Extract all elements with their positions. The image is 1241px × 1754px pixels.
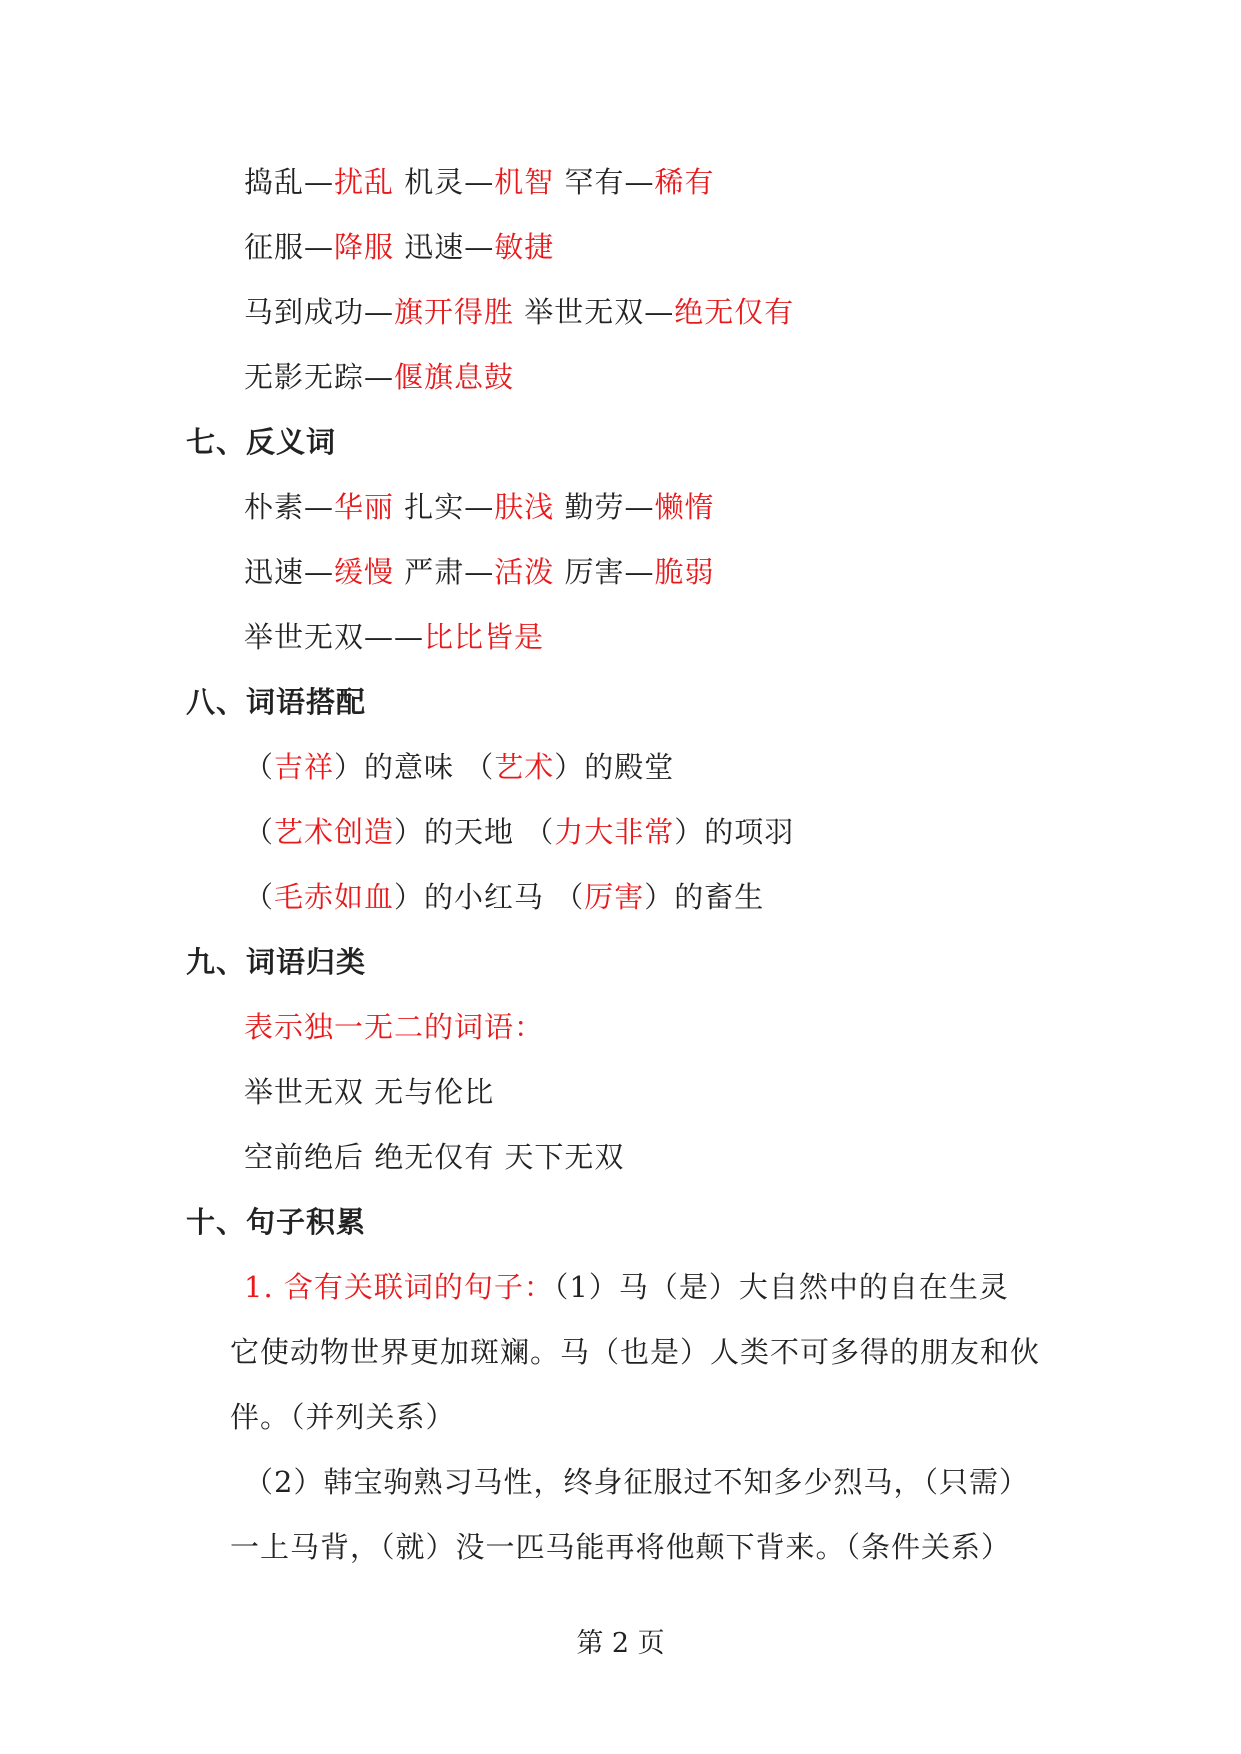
synonym-line-2: 征服—降服 迅速—敏捷 xyxy=(244,230,555,264)
collocation-heading: 八、词语搭配 xyxy=(186,685,367,719)
sentence-item-2: （2）韩宝驹熟习马性，终身征服过不知多少烈马，（只需） xyxy=(244,1465,1029,1499)
collocation-line-2: （艺术创造）的天地 （力大非常）的项羽 xyxy=(244,815,795,849)
synonym-line-3: 马到成功—旗开得胜 举世无双—绝无仅有 xyxy=(244,295,795,329)
page-number: 第 2 页 xyxy=(576,1628,665,1659)
sentence-item-1-line-3: 伴。（并列关系） xyxy=(230,1400,456,1434)
sentence-item-1: 1. 含有关联词的句子：（1）马（是）大自然中的自在生灵 xyxy=(244,1270,1009,1304)
antonym-line-1: 朴素—华丽 扎实—肤浅 勤劳—懒惰 xyxy=(244,490,715,524)
antonyms-heading: 七、反义词 xyxy=(186,425,337,459)
synonym-line-1: 捣乱—扰乱 机灵—机智 罕有—稀有 xyxy=(244,165,715,199)
classification-heading: 九、词语归类 xyxy=(186,945,367,979)
antonym-line-2: 迅速—缓慢 严肃—活泼 厉害—脆弱 xyxy=(244,555,715,589)
sentence-item-2-line-2: 一上马背，（就）没一匹马能再将他颠下背来。（条件关系） xyxy=(230,1530,1012,1564)
classification-label: 表示独一无二的词语： xyxy=(244,1010,545,1044)
collocation-line-3: （毛赤如血）的小红马 （厉害）的畜生 xyxy=(244,880,765,914)
classification-line-2: 空前绝后 绝无仅有 天下无双 xyxy=(244,1140,625,1174)
sentence-item-1-line-2: 它使动物世界更加斑斓。马（也是）人类不可多得的朋友和伙 xyxy=(230,1335,1041,1369)
synonym-line-4: 无影无踪—偃旗息鼓 xyxy=(244,360,515,394)
classification-line-1: 举世无双 无与伦比 xyxy=(244,1075,495,1109)
antonym-line-3: 举世无双——比比皆是 xyxy=(244,620,545,654)
collocation-line-1: （吉祥）的意味 （艺术）的殿堂 xyxy=(244,750,675,784)
sentences-heading: 十、句子积累 xyxy=(186,1205,367,1239)
